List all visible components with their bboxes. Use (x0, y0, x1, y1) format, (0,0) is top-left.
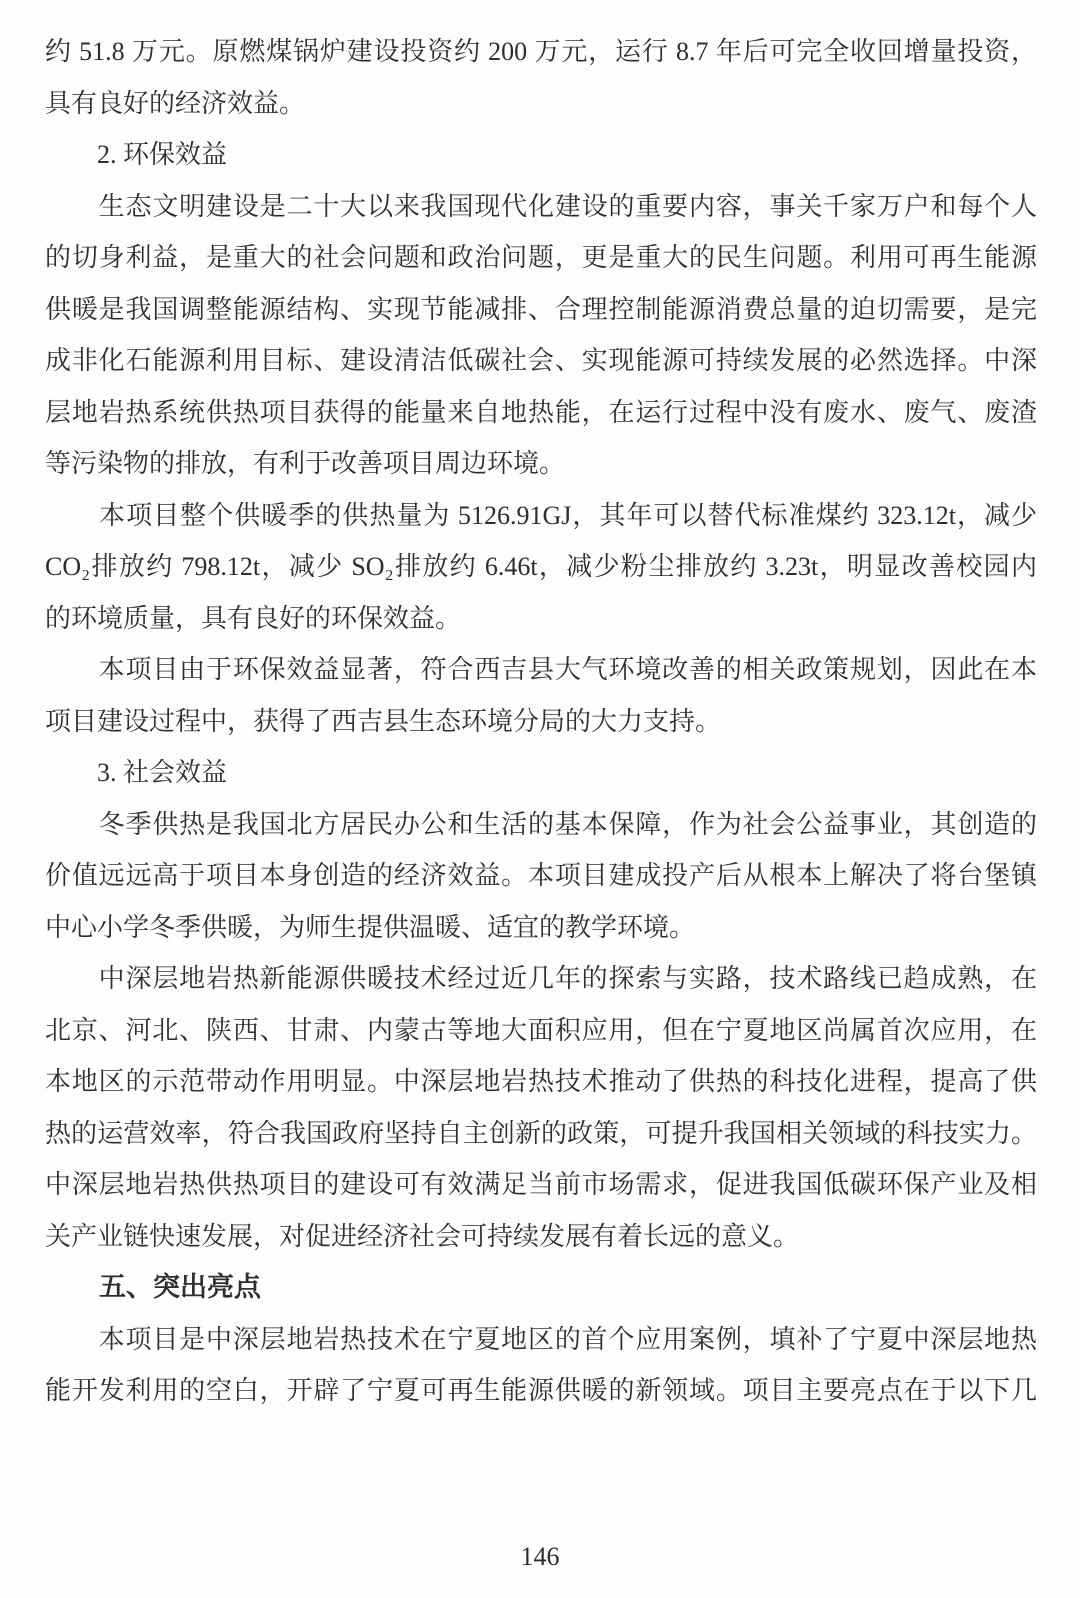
page-number: 146 (520, 1542, 560, 1571)
sub-heading (45, 129, 1037, 181)
sub-heading (45, 747, 1037, 799)
paragraph (45, 181, 1037, 490)
text-line: 冬季供热是我国北方居民办公和生活的基本保障，作为社会公益事业，其创造的 (45, 809, 1037, 839)
text-line: 项目建设过程中，获得了西吉县生态环境分局的大力支持。 (45, 706, 722, 736)
paragraph (45, 490, 1037, 645)
section-heading (45, 1262, 1037, 1314)
text-line: 本项目是中深层地岩热技术在宁夏地区的首个应用案例，填补了宁夏中深层地热 (45, 1324, 1037, 1354)
text-line: CO₂排放约 798.12t，减少 SO₂排放约 6.46t，减少粉尘排放约 3.23t，明显改善校园内 (45, 552, 1037, 581)
text-line: 3. 社会效益 (45, 758, 228, 787)
paragraph (45, 644, 1037, 747)
text-line: 五、突出亮点 (45, 1272, 261, 1302)
text-line: 中深层地岩热供热项目的建设可有效满足当前市场需求，促进我国低碳环保产业及相 (45, 1170, 1037, 1199)
paragraph (45, 26, 1037, 129)
paragraph (45, 1314, 1037, 1417)
text-line: 关产业链快速发展，对促进经济社会可持续发展有着长远的意义。 (45, 1221, 800, 1251)
text-line: 层地岩热系统供热项目获得的能量来自地热能，在运行过程中没有废水、废气、废渣 (45, 397, 1037, 427)
text-line: 本项目整个供暖季的供热量为 5126.91GJ，其年可以替代标准煤约 323.12t，减少 (45, 500, 1037, 530)
text-line: 中心小学冬季供暖，为师生提供温暖、适宜的教学环境。 (45, 912, 696, 942)
paragraph (45, 953, 1037, 1262)
text-line: 中深层地岩热新能源供暖技术经过近几年的探索与实路，技术路线已趋成熟，在 (45, 964, 1037, 993)
text-line: 成非化石能源利用目标、建设清洁低碳社会、实现能源可持续发展的必然选择。中深 (45, 346, 1037, 375)
page-content (45, 26, 1037, 1417)
text-line: 等污染物的排放，有利于改善项目周边环境。 (45, 449, 566, 478)
text-line: 供暖是我国调整能源结构、实现节能减排、合理控制能源消费总量的迫切需要，是完 (45, 294, 1037, 324)
text-line: 北京、河北、陕西、甘肃、内蒙古等地大面积应用，但在宁夏地区尚属首次应用，在 (45, 1015, 1037, 1045)
text-line: 的环境质量，具有良好的环保效益。 (45, 603, 462, 633)
text-line: 2. 环保效益 (45, 140, 228, 169)
text-line: 价值远远高于项目本身创造的经济效益。本项目建成投产后从根本上解决了将台堡镇 (45, 861, 1037, 890)
text-line: 能开发利用的空白，开辟了宁夏可再生能源供暖的新领域。项目主要亮点在于以下几 (45, 1376, 1037, 1405)
text-line: 约 51.8 万元。原燃煤锅炉建设投资约 200 万元，运行 8.7 年后可完全收回增量投资， (45, 37, 1037, 66)
text-line: 具有良好的经济效益。 (45, 88, 306, 118)
text-line: 生态文明建设是二十大以来我国现代化建设的重要内容，事关千家万户和每个人 (45, 191, 1037, 221)
text-line: 的切身利益，是重大的社会问题和政治问题，更是重大的民生问题。利用可再生能源 (45, 243, 1037, 272)
paragraph (45, 799, 1037, 954)
text-line: 本项目由于环保效益显著，符合西吉县大气环境改善的相关政策规划，因此在本 (45, 655, 1037, 684)
text-line: 热的运营效率，符合我国政府坚持自主创新的政策，可提升我国相关领域的科技实力。 (45, 1118, 1037, 1148)
text-line: 本地区的示范带动作用明显。中深层地岩热技术推动了供热的科技化进程，提高了供 (45, 1067, 1037, 1096)
